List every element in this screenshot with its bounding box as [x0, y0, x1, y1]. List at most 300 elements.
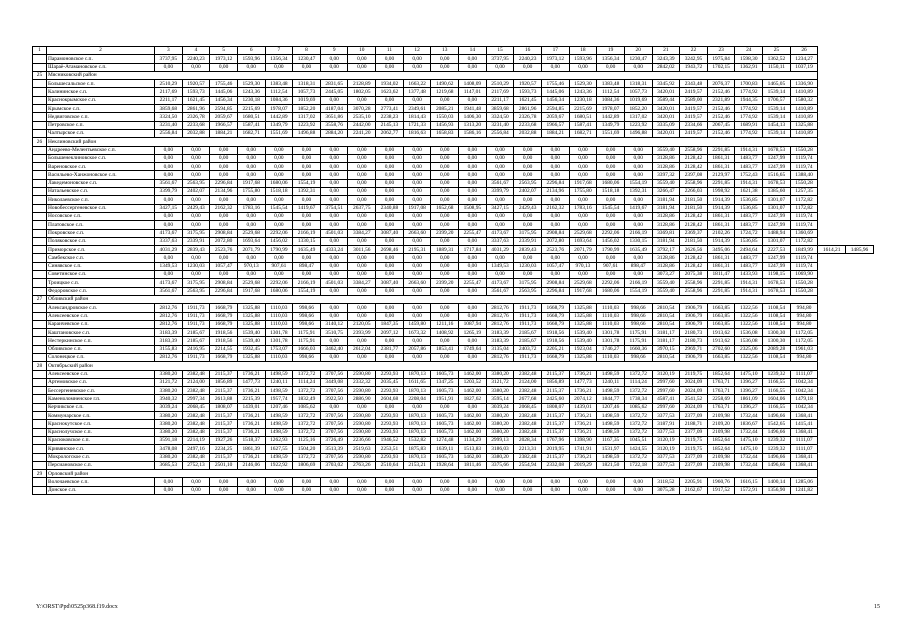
value-cell: 1736,21 — [569, 412, 597, 420]
row-number-cell — [33, 420, 47, 428]
settlement-name: Обливское с.п. — [47, 345, 155, 353]
value-cell: 1923,04 — [569, 345, 597, 353]
value-cell: 2510,29 — [486, 80, 514, 88]
value-cell: 2296,84 — [541, 179, 569, 187]
value-cell: 0,00 — [597, 212, 625, 220]
value-cell: 0,00 — [624, 163, 652, 171]
value-cell: 1498,59 — [265, 370, 293, 378]
value-cell: 1975,84 — [707, 55, 735, 63]
value-cell: 3380,20 — [486, 420, 514, 428]
value-cell: 1572,91 — [735, 486, 763, 494]
value-cell: 3183,39 — [155, 337, 183, 345]
value-cell: 2296,84 — [210, 287, 238, 295]
value-cell: 0,00 — [376, 337, 404, 345]
value-cell: 1317,02 — [624, 113, 652, 121]
settlement-name: Артемовское с.п. — [47, 378, 155, 386]
settlement-name: Троицкое с.п. — [47, 279, 155, 287]
value-cell: 0,00 — [320, 237, 348, 245]
value-cell: 2076,37 — [707, 80, 735, 88]
section-number: 26 — [33, 138, 47, 146]
value-cell: 1356,90 — [763, 486, 791, 494]
value-cell: 1383,48 — [597, 80, 625, 88]
value-cell: 1736,21 — [569, 370, 597, 378]
value-cell: 1247,99 — [763, 221, 791, 229]
value-cell: 0,00 — [486, 63, 514, 71]
value-cell: 2529,68 — [569, 279, 597, 287]
value-cell: 1362,91 — [735, 63, 763, 71]
value-cell: 0,00 — [431, 163, 459, 171]
value-cell: 998,66 — [624, 304, 652, 312]
value-cell: 0,00 — [210, 221, 238, 229]
value-cell: 1906,79 — [680, 304, 708, 312]
value-cell: 1605,73 — [431, 412, 459, 420]
value-cell: 2554,94 — [514, 461, 542, 469]
value-cell: 3175,95 — [514, 229, 542, 237]
value-cell: 1336,90 — [790, 80, 818, 88]
table-row — [33, 378, 874, 386]
value-cell: 0,00 — [486, 196, 514, 204]
value-cell: 0,00 — [155, 212, 183, 220]
value-cell: 0,00 — [514, 196, 542, 204]
value-cell: 1554,19 — [624, 179, 652, 187]
column-number-cell: 18 — [569, 47, 597, 55]
value-cell: 1360,69 — [790, 229, 818, 237]
table-row — [33, 237, 874, 245]
value-cell: 3589,44 — [652, 96, 680, 104]
row-number-cell — [33, 221, 47, 229]
section-title: Обливский район — [47, 295, 818, 303]
settlement-name: Недвиговское с.п. — [47, 113, 155, 121]
value-cell: 1604,06 — [763, 395, 791, 403]
value-cell: 2637,75 — [348, 204, 376, 212]
value-cell: 1932,45 — [237, 345, 265, 353]
table-row — [33, 196, 874, 204]
value-cell: 2119,75 — [680, 436, 708, 444]
value-cell: 2032,88 — [514, 129, 542, 137]
section-number: 28 — [33, 362, 47, 370]
value-cell: 1392,31 — [624, 188, 652, 196]
value-cell: 2074,12 — [569, 395, 597, 403]
value-cell: 0,00 — [155, 196, 183, 204]
value-cell: 0,00 — [597, 146, 625, 154]
value-cell: 1285,06 — [790, 478, 818, 486]
value-cell: 3754,51 — [320, 204, 348, 212]
value-cell: 1322,56 — [735, 312, 763, 320]
value-cell: 2214,55 — [210, 345, 238, 353]
value-cell: 3181,94 — [652, 204, 680, 212]
value-cell: 1861,31 — [707, 221, 735, 229]
value-cell: 1490,62 — [431, 80, 459, 88]
value-cell: 1821,50 — [597, 461, 625, 469]
value-cell: 2019,29 — [569, 461, 597, 469]
value-cell: 1934,02 — [376, 80, 404, 88]
value-cell: 1325,88 — [569, 353, 597, 361]
value-cell: 0,00 — [265, 254, 293, 262]
value-cell: 1531,97 — [597, 445, 625, 453]
value-cell: 1736,21 — [569, 453, 597, 461]
value-cell: 1372,72 — [624, 387, 652, 395]
value-cell: 1207,46 — [597, 403, 625, 411]
value-cell: 1356,34 — [265, 55, 293, 63]
value-cell: 0,00 — [293, 221, 321, 229]
value-cell: 1175,91 — [293, 329, 321, 337]
value-cell: 2842,02 — [652, 63, 680, 71]
value-cell: 2381,77 — [376, 345, 404, 353]
settlement-name: Коммунарское с.п. — [47, 412, 155, 420]
value-cell: 1918,56 — [541, 329, 569, 337]
settlement-name: Парамоновское с.п. — [47, 55, 155, 63]
value-cell: 1736,21 — [569, 387, 597, 395]
value-cell: 2128,42 — [680, 212, 708, 220]
value-cell: 0,00 — [624, 221, 652, 229]
value-cell: 1660,36 — [624, 345, 652, 353]
value-cell: 0,00 — [348, 196, 376, 204]
value-cell: 0,00 — [514, 254, 542, 262]
value-cell: 1732,44 — [735, 412, 763, 420]
value-cell: 1498,59 — [265, 428, 293, 436]
value-cell: 2402,07 — [182, 188, 210, 196]
value-cell: 2397,08 — [680, 171, 708, 179]
value-cell: 0,00 — [237, 271, 265, 279]
table-row — [33, 88, 874, 96]
value-cell: 3651,86 — [320, 113, 348, 121]
value-cell: 0,00 — [514, 163, 542, 171]
row-number-cell — [33, 370, 47, 378]
value-cell: 1518,37 — [237, 436, 265, 444]
value-cell: 0,00 — [210, 486, 238, 494]
value-cell: 4587,41 — [652, 395, 680, 403]
value-cell: 0,00 — [431, 262, 459, 270]
value-cell: 1057,73 — [293, 88, 321, 96]
value-cell: 2181,50 — [680, 196, 708, 204]
value-cell: 0,00 — [182, 271, 210, 279]
section-number: 27 — [33, 295, 47, 303]
value-cell: 1911,73 — [514, 353, 542, 361]
value-cell: 0,00 — [569, 212, 597, 220]
value-cell: 1485,96 — [846, 246, 874, 254]
section-row — [33, 295, 874, 303]
value-cell: 0,00 — [569, 271, 597, 279]
value-cell: 2213,31 — [514, 445, 542, 453]
row-number-cell — [33, 387, 47, 395]
table-row — [33, 179, 874, 187]
value-cell: 2152,46 — [707, 88, 735, 96]
value-cell: 0,00 — [624, 63, 652, 71]
value-cell: 2059,67 — [541, 113, 569, 121]
value-cell: 1475,10 — [735, 370, 763, 378]
value-cell: 1300,30 — [763, 329, 791, 337]
value-cell: 2292,06 — [597, 279, 625, 287]
value-cell: 1856,89 — [541, 378, 569, 386]
value-cell: 0,00 — [293, 478, 321, 486]
value-cell: 0,00 — [376, 403, 404, 411]
value-cell: 0,00 — [376, 179, 404, 187]
value-cell: 1488,94 — [763, 229, 791, 237]
value-cell: 1110,03 — [265, 353, 293, 361]
table-row — [33, 345, 874, 353]
value-cell: 0,00 — [210, 146, 238, 154]
value-cell: 2152,46 — [707, 105, 735, 113]
row-number-cell — [33, 246, 47, 254]
value-cell: 1042,34 — [790, 387, 818, 395]
value-cell: 2233,68 — [514, 121, 542, 129]
value-cell: 3420,01 — [652, 113, 680, 121]
value-cell: 0,00 — [293, 254, 321, 262]
value-cell: 1330,15 — [624, 237, 652, 245]
settlement-name: Крымское с.п. — [47, 105, 155, 113]
value-cell: 2115,37 — [541, 387, 569, 395]
value-cell: 3970,15 — [652, 345, 680, 353]
value-cell: 1125,16 — [293, 436, 321, 444]
value-cell: 1911,73 — [514, 312, 542, 320]
value-cell: 2109,20 — [707, 420, 735, 428]
value-cell: 2119,75 — [680, 370, 708, 378]
value-cell: 0,00 — [459, 179, 487, 187]
value-cell: 1325,88 — [569, 304, 597, 312]
value-cell: 0,00 — [459, 55, 487, 63]
value-cell: 1973,12 — [210, 55, 238, 63]
value-cell: 2886,90 — [348, 395, 376, 403]
value-cell: 1057,47 — [210, 262, 238, 270]
value-cell: 3380,20 — [155, 370, 183, 378]
value-cell: 3922,50 — [320, 395, 348, 403]
value-cell: 2227,53 — [763, 246, 791, 254]
value-cell: 2590,80 — [348, 453, 376, 461]
value-cell: 1861,39 — [237, 445, 265, 453]
value-cell: 898,47 — [624, 262, 652, 270]
value-cell: 3561,67 — [155, 179, 183, 187]
value-cell: 2195,31 — [403, 246, 431, 254]
value-cell: 1678,53 — [763, 146, 791, 154]
value-cell: 1678,53 — [763, 287, 791, 295]
value-cell: 998,66 — [624, 353, 652, 361]
value-cell: 3121,72 — [486, 378, 514, 386]
value-cell: 1301,78 — [597, 329, 625, 337]
value-cell: 1736,21 — [237, 412, 265, 420]
value-cell: 2429,43 — [514, 204, 542, 212]
value-cell: 1240,11 — [597, 378, 625, 386]
value-cell: 1722,18 — [624, 461, 652, 469]
value-cell: 0,00 — [403, 212, 431, 220]
settlement-name: Краснокрымское с.п. — [47, 96, 155, 104]
value-cell: 0,00 — [376, 196, 404, 204]
value-cell: 1746,27 — [597, 345, 625, 353]
value-cell: 3087,40 — [376, 279, 404, 287]
value-cell: 0,00 — [376, 55, 404, 63]
value-cell: 0,00 — [155, 171, 183, 179]
value-cell: 2529,68 — [237, 279, 265, 287]
value-cell: 0,00 — [155, 478, 183, 486]
value-cell: 1349,53 — [486, 262, 514, 270]
value-cell: 0,00 — [459, 312, 487, 320]
value-cell: 1663,22 — [403, 80, 431, 88]
value-cell: 1586,16 — [459, 129, 487, 137]
value-cell: 3707,56 — [320, 420, 348, 428]
value-cell: 1172,82 — [790, 237, 818, 245]
value-cell: 3380,20 — [155, 420, 183, 428]
value-cell: 1717,84 — [459, 246, 487, 254]
value-cell: 0,00 — [486, 146, 514, 154]
value-cell: 2382,48 — [182, 428, 210, 436]
value-cell: 1689,91 — [735, 121, 763, 129]
value-cell: 2382,48 — [514, 453, 542, 461]
value-cell: 0,00 — [486, 271, 514, 279]
value-cell: 1767,96 — [541, 436, 569, 444]
value-cell: 0,00 — [237, 146, 265, 154]
settlement-name: Николаевское с.п. — [47, 196, 155, 204]
value-cell: 1325,88 — [237, 312, 265, 320]
value-cell: 1673,32 — [403, 329, 431, 337]
value-cell: 1587,41 — [569, 121, 597, 129]
value-cell: 1944,35 — [735, 96, 763, 104]
value-cell: 2590,80 — [348, 412, 376, 420]
value-cell: 2812,76 — [486, 312, 514, 320]
value-cell: 1243,36 — [569, 88, 597, 96]
value-cell: 1605,73 — [431, 387, 459, 395]
value-cell: 3128,86 — [652, 221, 680, 229]
value-cell: 0,00 — [348, 403, 376, 411]
row-number-cell — [33, 154, 47, 162]
value-cell: 0,00 — [459, 96, 487, 104]
value-cell: 1388,40 — [790, 171, 818, 179]
value-cell: 0,00 — [348, 154, 376, 162]
value-cell: 0,00 — [182, 254, 210, 262]
value-cell: 998,66 — [293, 312, 321, 320]
value-cell: 1914,39 — [707, 196, 735, 204]
value-cell: 0,00 — [597, 163, 625, 171]
value-cell: 1551,69 — [597, 129, 625, 137]
value-cell: 1362,52 — [763, 55, 791, 63]
value-cell: 0,00 — [320, 163, 348, 171]
settlement-name: Советинское с.п. — [47, 271, 155, 279]
value-cell: 0,00 — [293, 486, 321, 494]
value-cell: 2529,68 — [237, 229, 265, 237]
value-cell: 1408,09 — [459, 80, 487, 88]
value-cell: 1433,93 — [735, 271, 763, 279]
settlement-name: Красюковское с.п. — [47, 436, 155, 444]
value-cell: 2019,95 — [541, 445, 569, 453]
value-cell: 0,00 — [210, 271, 238, 279]
value-cell: 1545,54 — [265, 204, 293, 212]
table-row — [33, 412, 874, 420]
value-cell: 0,00 — [348, 262, 376, 270]
value-cell: 0,00 — [403, 196, 431, 204]
value-cell: 0,00 — [210, 196, 238, 204]
value-cell: 2831,65 — [320, 80, 348, 88]
value-cell: 1790,99 — [597, 246, 625, 254]
value-cell: 0,00 — [403, 254, 431, 262]
value-cell: 1621,45 — [514, 96, 542, 104]
value-cell: 2233,68 — [182, 121, 210, 129]
value-cell: 3859,68 — [155, 105, 183, 113]
row-number-cell — [33, 320, 47, 328]
value-cell: 0,00 — [486, 478, 514, 486]
value-cell: 1550,28 — [790, 279, 818, 287]
value-cell: 2062,77 — [376, 129, 404, 137]
value-cell: 2590,80 — [348, 428, 376, 436]
value-cell: 0,00 — [459, 271, 487, 279]
value-cell: 1550,28 — [790, 287, 818, 295]
value-cell: 1085,62 — [293, 403, 321, 411]
value-cell: 0,00 — [459, 254, 487, 262]
value-cell: 0,00 — [431, 63, 459, 71]
value-cell: 2236,66 — [348, 436, 376, 444]
value-cell: 0,00 — [624, 254, 652, 262]
value-cell: 1961,03 — [790, 345, 818, 353]
settlement-name: Караичевское с.п. — [47, 320, 155, 328]
value-cell: 1790,99 — [265, 246, 293, 254]
settlement-name: Поляковское с.п. — [47, 237, 155, 245]
section-number: 29 — [33, 470, 47, 478]
value-cell: 0,00 — [624, 478, 652, 486]
value-cell: 1498,59 — [597, 420, 625, 428]
value-cell: 3120,19 — [652, 436, 680, 444]
table-row — [33, 486, 874, 494]
value-cell: 2146,06 — [237, 461, 265, 469]
value-cell: 2120,05 — [348, 320, 376, 328]
value-cell: 1946,52 — [376, 436, 404, 444]
value-cell: 0,00 — [431, 221, 459, 229]
value-cell: 1167,35 — [597, 436, 625, 444]
value-cell: 1372,72 — [293, 412, 321, 420]
value-cell: 2884,20 — [320, 129, 348, 137]
value-cell: 0,00 — [182, 171, 210, 179]
table-row — [33, 113, 874, 121]
value-cell: 0,00 — [431, 146, 459, 154]
value-cell: 0,00 — [348, 146, 376, 154]
value-cell: 2128,42 — [680, 262, 708, 270]
value-cell: 1496,66 — [763, 461, 791, 469]
value-cell: 1635,49 — [293, 246, 321, 254]
value-cell: 1462,00 — [459, 420, 487, 428]
value-cell: 0,00 — [348, 163, 376, 171]
value-cell: 1439,01 — [237, 403, 265, 411]
value-cell: 1532,82 — [403, 436, 431, 444]
value-cell: 1462,00 — [459, 387, 487, 395]
value-cell: 0,00 — [431, 188, 459, 196]
value-cell: 1383,48 — [265, 80, 293, 88]
value-cell: 1456,02 — [265, 237, 293, 245]
value-cell: 2255,47 — [459, 229, 487, 237]
value-cell: 898,47 — [293, 262, 321, 270]
value-cell: 0,00 — [624, 196, 652, 204]
value-cell: 2028,34 — [514, 436, 542, 444]
row-number-cell — [33, 237, 47, 245]
value-cell: 0,00 — [237, 254, 265, 262]
value-cell: 1783,16 — [237, 204, 265, 212]
value-cell: 1392,31 — [293, 188, 321, 196]
value-cell: 0,00 — [403, 337, 431, 345]
value-cell: 1483,77 — [735, 212, 763, 220]
value-cell: 1265,19 — [459, 329, 487, 337]
value-cell: 1811,47 — [707, 271, 735, 279]
row-number-cell — [33, 478, 47, 486]
value-cell: 2024,09 — [680, 387, 708, 395]
value-cell: 2128,42 — [680, 221, 708, 229]
value-cell: 4501,03 — [320, 279, 348, 287]
value-cell: 0,00 — [403, 478, 431, 486]
value-cell: 2266,03 — [680, 188, 708, 196]
row-number-cell — [33, 254, 47, 262]
value-cell: 3181,94 — [652, 237, 680, 245]
value-cell: 1911,73 — [514, 320, 542, 328]
value-cell: 2162,32 — [541, 204, 569, 212]
value-cell: 1870,13 — [403, 453, 431, 461]
value-cell: 1621,45 — [182, 96, 210, 104]
value-cell: 1516,65 — [763, 171, 791, 179]
value-cell: 1550,28 — [790, 146, 818, 154]
value-cell: 0,00 — [514, 212, 542, 220]
